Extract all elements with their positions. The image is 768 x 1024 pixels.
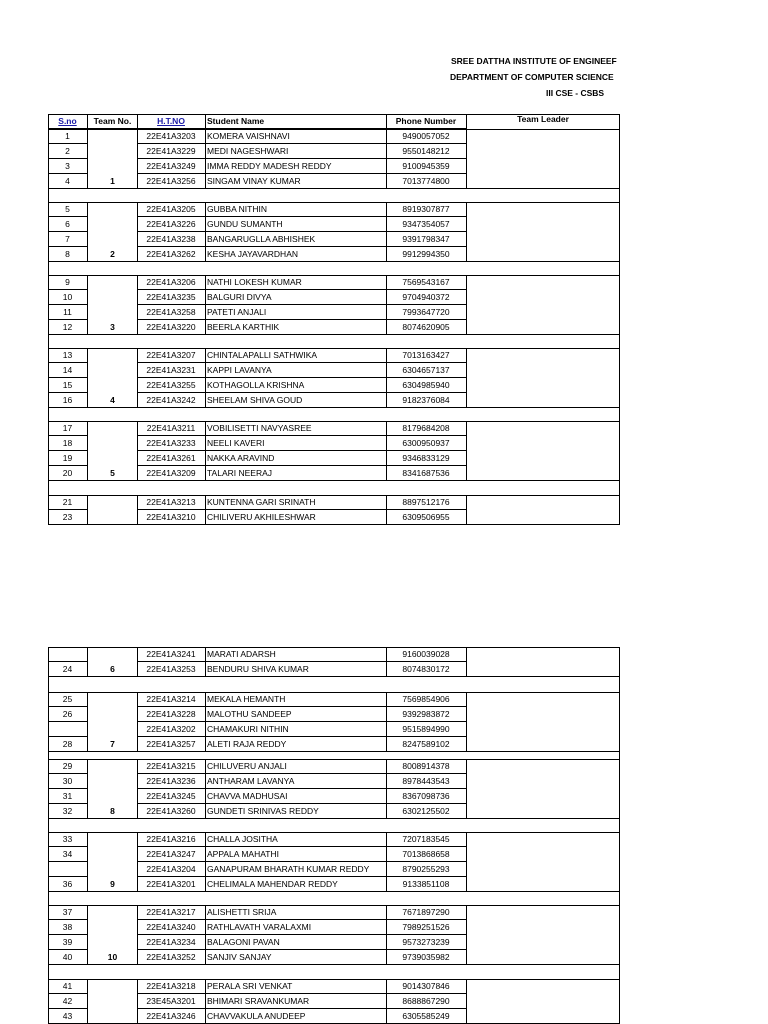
col-name: Student Name	[207, 116, 265, 126]
phone-cell: 9391798347	[402, 234, 450, 244]
phone-cell: 9739035982	[402, 952, 450, 962]
student-name-cell: GUNDETI SRINIVAS REDDY	[207, 806, 319, 816]
spacer-row	[48, 408, 620, 421]
table-row	[48, 950, 620, 965]
sno-cell: 31	[62, 791, 73, 801]
phone-cell: 8179684208	[402, 423, 450, 433]
table-row	[48, 847, 620, 862]
student-name-cell: GUBBA NITHIN	[207, 204, 267, 214]
table-row	[48, 905, 620, 920]
phone-cell: 8367098736	[402, 791, 450, 801]
col-leader: Team Leader	[517, 114, 569, 124]
hall-ticket-cell: 22E41A3253	[146, 664, 196, 674]
phone-cell: 7207183545	[402, 834, 450, 844]
sno-cell: 8	[65, 249, 70, 259]
spacer-row	[48, 892, 620, 905]
table-row	[48, 202, 620, 217]
phone-cell: 9515894990	[402, 724, 450, 734]
phone-cell: 8978443543	[402, 776, 450, 786]
sno-cell: 33	[62, 834, 73, 844]
student-name-cell: MARATI ADARSH	[207, 649, 276, 659]
hall-ticket-cell: 22E41A3228	[146, 709, 196, 719]
team-number-cell: 5	[110, 468, 115, 478]
phone-cell: 9182376084	[402, 395, 450, 405]
student-name-cell: ALETI RAJA REDDY	[207, 739, 287, 749]
institute-title: SREE DATTHA INSTITUTE OF ENGINEEF	[451, 56, 617, 66]
student-name-cell: BEERLA KARTHIK	[207, 322, 280, 332]
sno-cell: 20	[62, 468, 73, 478]
hall-ticket-cell: 22E41A3211	[146, 423, 196, 433]
table-row	[48, 737, 620, 752]
student-name-cell: MEKALA HEMANTH	[207, 694, 286, 704]
table-row	[48, 759, 620, 774]
team-number-cell: 6	[110, 664, 115, 674]
student-name-cell: CHAMAKURI NITHIN	[207, 724, 289, 734]
hall-ticket-cell: 22E41A3255	[146, 380, 196, 390]
hall-ticket-cell: 22E41A3241	[146, 649, 196, 659]
table-row	[48, 436, 620, 451]
phone-cell: 7013868658	[402, 849, 450, 859]
student-name-cell: SANJIV SANJAY	[207, 952, 272, 962]
hall-ticket-cell: 22E41A3247	[146, 849, 196, 859]
student-name-cell: CHALLA JOSITHA	[207, 834, 278, 844]
phone-cell: 7569854906	[402, 694, 450, 704]
phone-cell: 9160039028	[402, 649, 450, 659]
sno-cell: 11	[63, 307, 72, 317]
team-block	[48, 692, 620, 752]
sno-cell: 5	[65, 204, 70, 214]
sno-cell	[48, 647, 87, 662]
team-block	[48, 348, 620, 408]
student-name-cell: CHAVVA MADHUSAI	[207, 791, 288, 801]
table-row	[48, 348, 620, 363]
spacer-row	[48, 189, 620, 202]
sno-cell: 19	[62, 453, 73, 463]
phone-cell: 7989251526	[402, 922, 450, 932]
table-row	[48, 647, 620, 662]
sno-cell: 36	[62, 879, 73, 889]
student-name-cell: BALGURI DIVYA	[207, 292, 272, 302]
student-name-cell: KAPPI LAVANYA	[207, 365, 272, 375]
hall-ticket-cell: 22E41A3238	[146, 234, 196, 244]
table-row	[48, 510, 620, 525]
hall-ticket-cell: 23E45A3201	[146, 996, 196, 1006]
phone-cell: 8247589102	[402, 739, 450, 749]
team-number-cell: 1	[110, 176, 115, 186]
hall-ticket-cell: 22E41A3236	[146, 776, 196, 786]
sno-cell: 1	[65, 131, 70, 141]
team-number-cell: 4	[110, 395, 115, 405]
hall-ticket-cell: 22E41A3206	[146, 277, 196, 287]
department-title: DEPARTMENT OF COMPUTER SCIENCE	[450, 72, 614, 82]
sno-cell: 10	[62, 292, 73, 302]
table-row	[48, 789, 620, 804]
student-name-cell: GANAPURAM BHARATH KUMAR REDDY	[207, 864, 370, 874]
table-row	[48, 451, 620, 466]
team-block	[48, 759, 620, 819]
sno-cell: 14	[62, 365, 73, 375]
table-row	[48, 495, 620, 510]
student-name-cell: CHILUVERU ANJALI	[207, 761, 287, 771]
student-name-cell: KOMERA VAISHNAVI	[207, 131, 290, 141]
class-title: III CSE - CSBS	[546, 88, 605, 98]
team-block	[48, 275, 620, 335]
spacer-row	[48, 335, 620, 348]
phone-cell: 8074620905	[402, 322, 450, 332]
sno-cell: 30	[62, 776, 73, 786]
hall-ticket-cell: 22E41A3229	[146, 146, 196, 156]
student-name-cell: PERALA SRI VENKAT	[207, 981, 293, 991]
hall-ticket-cell: 22E41A3202	[146, 724, 196, 734]
sno-cell: 2	[65, 146, 70, 156]
sno-cell: 12	[62, 322, 73, 332]
table-row	[48, 217, 620, 232]
sno-cell: 37	[62, 907, 73, 917]
student-name-cell: KESHA JAYAVARDHAN	[207, 249, 299, 259]
col-team: Team No.	[93, 116, 132, 126]
phone-cell: 8919307877	[402, 204, 450, 214]
team-block	[48, 129, 620, 189]
hall-ticket-cell: 22E41A3209	[146, 468, 196, 478]
sno-cell: 29	[62, 761, 73, 771]
hall-ticket-cell: 22E41A3235	[146, 292, 196, 302]
student-name-cell: PATETI ANJALI	[207, 307, 267, 317]
hall-ticket-cell: 22E41A3220	[146, 322, 196, 332]
spacer-row	[48, 965, 620, 979]
col-sno[interactable]: S.no	[58, 116, 77, 126]
table-row	[48, 421, 620, 436]
student-name-cell: CHILIVERU AKHILESHWAR	[207, 512, 316, 522]
phone-cell: 9347354057	[402, 219, 450, 229]
phone-cell: 9490057052	[402, 131, 450, 141]
team-number-cell: 3	[110, 322, 115, 332]
table-row	[48, 994, 620, 1009]
phone-cell: 8341687536	[402, 468, 450, 478]
sno-cell: 18	[62, 438, 73, 448]
team-block	[48, 495, 620, 525]
table-row	[48, 290, 620, 305]
phone-cell: 9100945359	[402, 161, 450, 171]
team-number-cell: 8	[110, 806, 115, 816]
phone-cell: 6305585249	[402, 1011, 450, 1021]
student-name-cell: VOBILISETTI NAVYASREE	[207, 423, 312, 433]
table-row	[48, 979, 620, 994]
hall-ticket-cell: 22E41A3215	[146, 761, 196, 771]
table-row	[48, 774, 620, 789]
table-row	[48, 305, 620, 320]
phone-cell: 9133851108	[402, 879, 450, 889]
sno-cell: 17	[62, 423, 73, 433]
student-name-cell: BENDURU SHIVA KUMAR	[207, 664, 309, 674]
hall-ticket-cell: 22E41A3217	[146, 907, 196, 917]
sno-cell	[48, 722, 87, 737]
student-name-cell: MALOTHU SANDEEP	[207, 709, 292, 719]
student-name-cell: SHEELAM SHIVA GOUD	[207, 395, 303, 405]
sno-cell: 6	[65, 219, 70, 229]
team-number-cell: 2	[110, 249, 115, 259]
phone-cell: 8790255293	[402, 864, 450, 874]
table-row	[48, 378, 620, 393]
sno-cell: 28	[62, 739, 73, 749]
sno-cell: 39	[62, 937, 73, 947]
student-name-cell: NAKKA ARAVIND	[207, 453, 275, 463]
student-name-cell: CHINTALAPALLI SATHWIKA	[207, 350, 318, 360]
hall-ticket-cell: 22E41A3216	[146, 834, 196, 844]
table-row	[48, 232, 620, 247]
student-name-cell: GUNDU SUMANTH	[207, 219, 283, 229]
student-name-cell: NATHI LOKESH KUMAR	[207, 277, 302, 287]
sno-cell: 42	[62, 996, 73, 1006]
team-block	[48, 979, 620, 1024]
table-row	[48, 363, 620, 378]
hall-ticket-cell: 22E41A3258	[146, 307, 196, 317]
hall-ticket-cell: 22E41A3201	[146, 879, 196, 889]
student-name-cell: MEDI NAGESHWARI	[207, 146, 289, 156]
hall-ticket-cell: 22E41A3214	[146, 694, 196, 704]
hall-ticket-cell: 22E41A3226	[146, 219, 196, 229]
hall-ticket-cell: 22E41A3262	[146, 249, 196, 259]
phone-cell: 9014307846	[402, 981, 450, 991]
hall-ticket-cell: 22E41A3213	[146, 497, 196, 507]
hall-ticket-cell: 22E41A3261	[146, 453, 196, 463]
table-row	[48, 692, 620, 707]
hall-ticket-cell: 22E41A3245	[146, 791, 196, 801]
student-name-cell: IMMA REDDY MADESH REDDY	[207, 161, 332, 171]
sno-cell: 21	[62, 497, 73, 507]
col-htno[interactable]: H.T.NO	[157, 116, 185, 126]
team-number-cell: 7	[110, 739, 115, 749]
student-name-cell: APPALA MAHATHI	[207, 849, 279, 859]
sno-cell: 15	[62, 380, 73, 390]
spacer-row	[48, 752, 620, 759]
sno-cell: 38	[62, 922, 73, 932]
hall-ticket-cell: 22E41A3252	[146, 952, 196, 962]
sno-cell: 32	[62, 806, 73, 816]
table-row	[48, 320, 620, 335]
sno-cell: 25	[62, 694, 73, 704]
hall-ticket-cell: 22E41A3207	[146, 350, 196, 360]
sno-cell: 4	[65, 176, 70, 186]
hall-ticket-cell: 22E41A3233	[146, 438, 196, 448]
hall-ticket-cell: 22E41A3231	[146, 365, 196, 375]
phone-cell: 9573273239	[402, 937, 450, 947]
table-row	[48, 129, 620, 144]
sno-cell: 23	[62, 512, 73, 522]
team-block	[48, 421, 620, 481]
phone-cell: 7993647720	[402, 307, 450, 317]
hall-ticket-cell: 22E41A3203	[146, 131, 196, 141]
table-row	[48, 707, 620, 722]
hall-ticket-cell: 22E41A3242	[146, 395, 196, 405]
table-row	[48, 247, 620, 262]
phone-cell: 9550148212	[402, 146, 450, 156]
sno-cell: 26	[62, 709, 73, 719]
phone-cell: 8688867290	[402, 996, 450, 1006]
sno-cell: 16	[62, 395, 73, 405]
phone-cell: 9704940372	[402, 292, 450, 302]
student-name-cell: CHAVVAKULA ANUDEEP	[207, 1011, 306, 1021]
student-name-cell: KUNTENNA GARI SRINATH	[207, 497, 316, 507]
hall-ticket-cell: 22E41A3240	[146, 922, 196, 932]
team-number-cell: 9	[110, 879, 115, 889]
hall-ticket-cell: 22E41A3260	[146, 806, 196, 816]
phone-cell: 6300950937	[402, 438, 450, 448]
sno-cell: 41	[62, 981, 73, 991]
sno-cell: 34	[62, 849, 73, 859]
spacer-row	[48, 677, 620, 692]
sno-cell	[48, 862, 87, 877]
phone-cell: 7671897290	[402, 907, 450, 917]
table-row	[48, 722, 620, 737]
team-block	[48, 202, 620, 262]
team-block	[48, 905, 620, 965]
student-name-cell: ALISHETTI SRIJA	[207, 907, 277, 917]
hall-ticket-cell: 22E41A3204	[146, 864, 196, 874]
spacer-row	[48, 819, 620, 832]
student-name-cell: NEELI KAVERI	[207, 438, 265, 448]
hall-ticket-cell: 22E41A3205	[146, 204, 196, 214]
table-row	[48, 393, 620, 408]
phone-cell: 6304657137	[402, 365, 450, 375]
phone-cell: 9912994350	[402, 249, 450, 259]
sno-cell: 7	[65, 234, 70, 244]
phone-cell: 6302125502	[402, 806, 450, 816]
hall-ticket-cell: 22E41A3256	[146, 176, 196, 186]
student-name-cell: BANGARUGLLA ABHISHEK	[207, 234, 316, 244]
phone-cell: 8897512176	[402, 497, 450, 507]
hall-ticket-cell: 22E41A3218	[146, 981, 196, 991]
hall-ticket-cell: 22E41A3234	[146, 937, 196, 947]
phone-cell: 7013774800	[402, 176, 450, 186]
table-row	[48, 1009, 620, 1024]
table-row	[48, 804, 620, 819]
col-phone: Phone Number	[395, 116, 457, 126]
table-row	[48, 662, 620, 677]
sno-cell: 13	[62, 350, 73, 360]
sno-cell: 9	[65, 277, 70, 287]
student-name-cell: CHELIMALA MAHENDAR REDDY	[207, 879, 338, 889]
student-name-cell: KOTHAGOLLA KRISHNA	[207, 380, 305, 390]
table-row	[48, 920, 620, 935]
sno-cell: 24	[62, 664, 73, 674]
table-row	[48, 832, 620, 847]
sno-cell: 3	[65, 161, 70, 171]
sno-cell: 40	[62, 952, 73, 962]
table-row	[48, 935, 620, 950]
phone-cell: 8008914378	[402, 761, 450, 771]
hall-ticket-cell: 22E41A3249	[146, 161, 196, 171]
student-name-cell: BALAGONI PAVAN	[207, 937, 280, 947]
student-name-cell: ANTHARAM LAVANYA	[207, 776, 295, 786]
table-row	[48, 275, 620, 290]
phone-cell: 6304985940	[402, 380, 450, 390]
table-row	[48, 877, 620, 892]
table-row	[48, 466, 620, 481]
table-row	[48, 862, 620, 877]
student-name-cell: RATHLAVATH VARALAXMI	[207, 922, 312, 932]
table-row	[48, 174, 620, 189]
phone-cell: 9392983872	[402, 709, 450, 719]
student-name-cell: TALARI NEERAJ	[207, 468, 273, 478]
spacer-row	[48, 262, 620, 275]
student-name-cell: SINGAM VINAY KUMAR	[207, 176, 301, 186]
table-row	[48, 144, 620, 159]
table-row	[48, 159, 620, 174]
phone-cell: 6309506955	[402, 512, 450, 522]
sno-cell: 43	[62, 1011, 73, 1021]
hall-ticket-cell: 22E41A3246	[146, 1011, 196, 1021]
spacer-row	[48, 481, 620, 495]
team-number-cell: 10	[107, 952, 118, 962]
team-block	[48, 832, 620, 892]
student-name-cell: BHIMARI SRAVANKUMAR	[207, 996, 310, 1006]
hall-ticket-cell: 22E41A3210	[146, 512, 196, 522]
phone-cell: 7569543167	[402, 277, 450, 287]
column-header-row	[48, 114, 620, 129]
phone-cell: 8074830172	[402, 664, 450, 674]
hall-ticket-cell: 22E41A3257	[146, 739, 196, 749]
phone-cell: 9346833129	[402, 453, 450, 463]
team-block	[48, 647, 620, 677]
phone-cell: 7013163427	[402, 350, 450, 360]
